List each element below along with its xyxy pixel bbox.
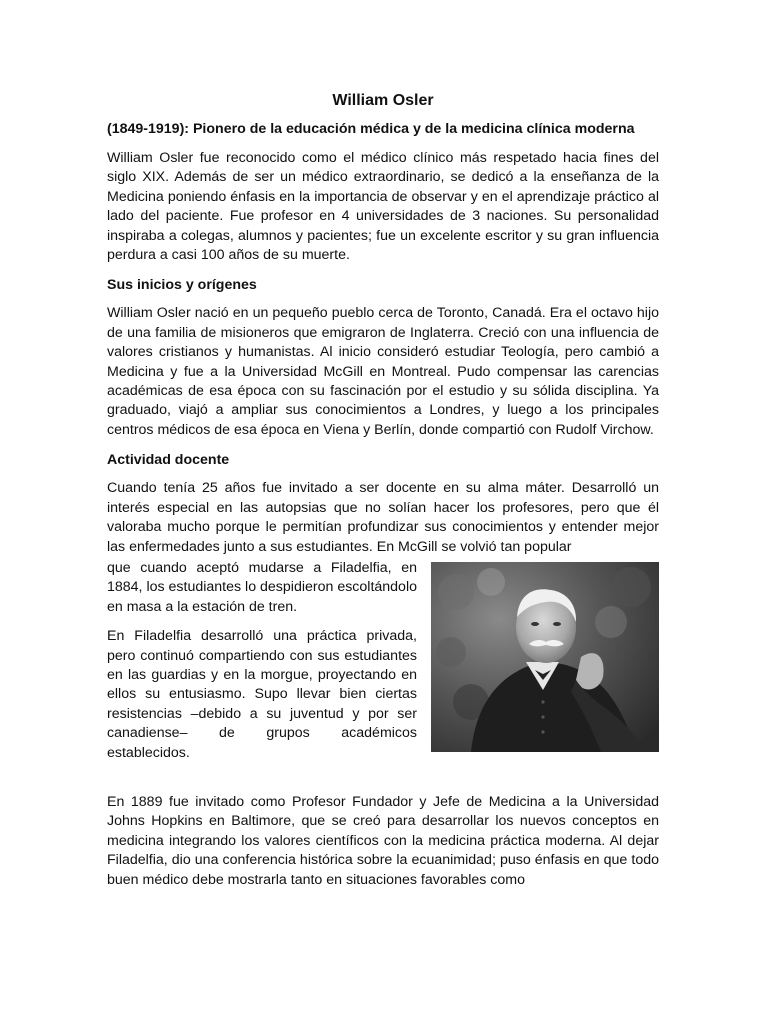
document-subtitle: (1849-1919): Pionero de la educación médica y de la medicina clínica moderna	[107, 121, 635, 137]
section-heading-teaching: Actividad docente	[107, 452, 230, 469]
section-heading-origins: Sus inicios y orígenes	[107, 277, 257, 294]
intro-paragraph: William Osler fue reconocido como el médico clínico más respetado hacia fines del siglo XIX. Además de ser un médico extraordinario, se dedicó a la enseñanza de la Medicina poniendo énfasis en la importancia de observar y en el aprendizaje práctico al lado del paciente. Fue profesor en 4 universidades de 3 naciones. Su personalidad inspiraba a colegas, alumnos y pacientes; fue un excelente escritor y su gran influencia perdura a casi 100 años de su muerte.	[107, 150, 659, 264]
portrait-photo	[431, 562, 659, 752]
document-title: William Osler	[332, 92, 434, 109]
philadelphia-paragraph: En Filadelfia desarrolló una práctica privada, pero continuó compartiendo con sus estudiantes en las guardias y en la morgue, proyectando en ellos su entusiasmo. Supo llevar bien ciertas resistencias –debido a su juventud y por ser canadiense– de grupos académicos establecidos.	[107, 628, 417, 761]
wrapped-text-column	[107, 559, 417, 773]
johns-hopkins-paragraph: En 1889 fue invitado como Profesor Fundador y Jefe de Medicina a la Universidad Johns Hopkins en Baltimore, que se creó para desarrollar los nuevos conceptos en medicina integrando los valores científicos con la medicina práctica moderna. Al dejar Filadelfia, dio una conferencia histórica sobre la ecuanimidad; puso énfasis en que todo buen médico debe mostrarla tanto en situaciones favorables como	[107, 793, 659, 888]
teaching-paragraph: Cuando tenía 25 años fue invitado a ser docente en su alma máter. Desarrolló un interés especial en las autopsias que no solían hacer los profesores, pero que él valoraba mucho porque le permitían profundizar sus conocimientos y entender mejor las enfermedades junto a sus estudiantes. En McGill se volvió tan popular	[107, 480, 659, 555]
document-page	[107, 90, 659, 901]
teaching-paragraph-continued: que cuando aceptó mudarse a Filadelfia, en 1884, los estudiantes lo despidieron escoltándolo en masa a la estación de tren.	[107, 559, 417, 615]
text-with-photo	[107, 559, 659, 773]
origins-paragraph: William Osler nació en un pequeño pueblo cerca de Toronto, Canadá. Era el octavo hijo de una familia de misioneros que emigraron de Inglaterra. Creció con una influencia de valores cristianos y humanistas. Al inicio consideró estudiar Teología, pero cambió a Medicina y fue a la Universidad McGill en Montreal. Pudo compensar las carencias académicas de esa época con su fascinación por el estudio y su sólida disciplina. Ya graduado, viajó a ampliar sus conocimientos a Londres, y luego a los principales centros médicos de esa época en Viena y Berlín, donde compartió con Rudolf Virchow.	[107, 305, 659, 438]
portrait-photo-icon	[431, 562, 659, 752]
paragraph-spacer	[107, 773, 659, 793]
